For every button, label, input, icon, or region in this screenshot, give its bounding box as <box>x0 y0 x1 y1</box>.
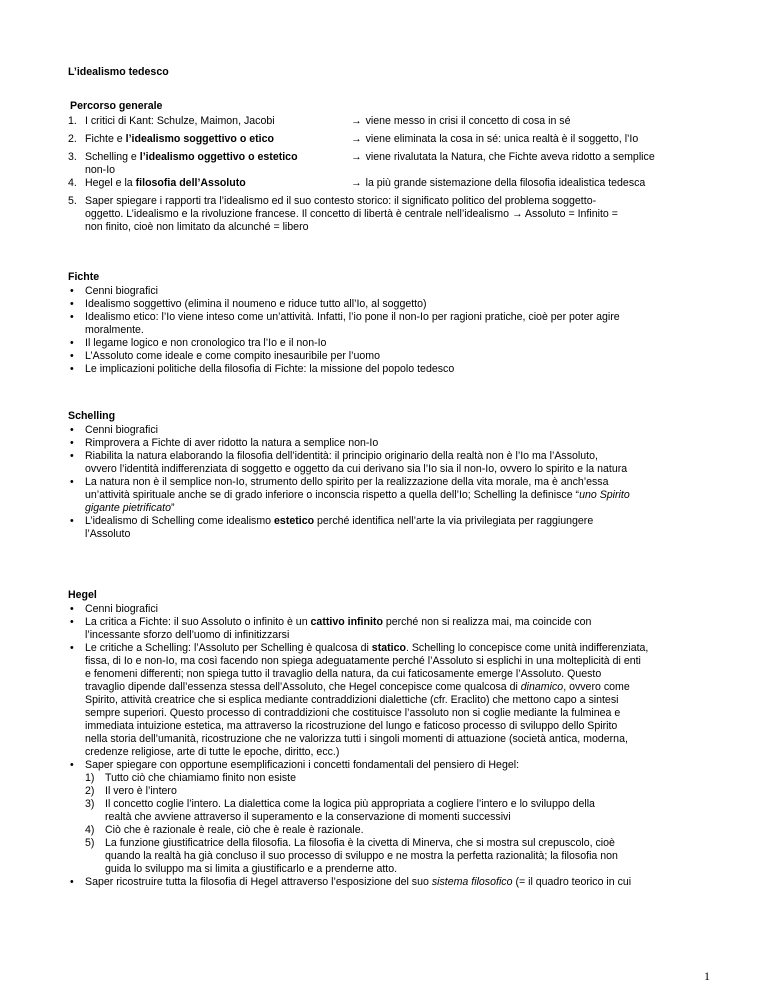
bullet-icon: • <box>70 642 74 654</box>
list-item: • Cenni biografici <box>70 424 159 436</box>
bullet-icon: • <box>70 450 74 462</box>
bullet-icon: • <box>70 476 74 488</box>
overview-item: 5. Saper spiegare i rapporti tra l’idealismo ed il suo contesto storico: il significato politico del problema soggetto- oggetto. L’idealismo e la rivoluzione francese. Il concetto di libertà è centrale nell’idealismo → Assoluto = Infinito = non finito, cioè non limitato da alcunché = libero <box>68 195 618 233</box>
list-item: • Cenni biografici <box>70 603 159 615</box>
list-item: • Idealismo etico: l’Io viene inteso come un’attività. Infatti, l’io pone il non-Io per ragioni pratiche, cioè per poter agire moralmente. <box>70 311 620 336</box>
list-item: • Il legame logico e non cronologico tra l’Io e il non-Io <box>70 337 327 349</box>
section-heading: Hegel <box>68 589 97 601</box>
list-item: • Le critiche a Schelling: l’Assoluto per Schelling è qualcosa di statico. Schelling lo concepisce come unità indifferenziata, fissa, di Io e non-Io, ma così facendo non spiega adeguatamente perché l’Assoluto si esplichi in una molteplicità di enti e fenomeni differenti; non spiega tutto il travaglio della natura, da cui faticosamente emerge l’Assoluto. Questo travaglio dipende dall’essenza stessa dell’Assoluto, che Hegel concepisce come qualcosa di dinamico, ovvero come Spirito, attività creatrice che si esplica mediante contraddizioni dialettiche (cfr. Eraclito) che mettono capo a sintesi sempre superiori. Questo processo di contraddizioni che costituisce l’assoluto non si coglie mediante la fulminea e immediata intuizione estetica, ma attraverso la ricostruzione del lungo e faticoso processo di sviluppo dello Spirito nella storia dell’umanità, ricostruzione che ne valorizza tutti i singoli momenti di attuazione (società antica, moderna, credenze religiose, arte di tutte le epoche, diritto, ecc.) <box>70 642 649 758</box>
bullet-icon: • <box>70 437 74 449</box>
bullet-icon: • <box>70 603 74 615</box>
list-item: • La natura non è il semplice non-Io, strumento dello spirito per la realizzazione della vita morale, ma è anch’essa un’attività spirituale anche se di grado inferiore o inconscia rispetto a quella dell’Io; Schelling la definisce “uno Spirito gigante pietrificato” <box>70 476 630 514</box>
list-item: • Idealismo soggettivo (elimina il noumeno e riduce tutto all’Io, al soggetto) <box>70 298 427 310</box>
bullet-icon: • <box>70 337 74 349</box>
numbered-item: 2) Il vero è l’intero <box>85 785 177 797</box>
overview-item: 4. Hegel e la filosofia dell’Assoluto → la più grande sistemazione della filosofia idealistica tedesca <box>68 177 646 189</box>
page-number: 1 <box>704 969 710 983</box>
bullet-icon: • <box>70 876 74 888</box>
list-item: • L’Assoluto come ideale e come compito inesauribile per l’uomo <box>70 350 381 362</box>
overview-heading: Percorso generale <box>70 100 163 112</box>
numbered-item: 5) La funzione giustificatrice della filosofia. La filosofia è la civetta di Minerva, che si mostra sul crepuscolo, cioè quando la realtà ha già concluso il suo processo di sviluppo e ne mostra la perfetta razionalità; la filosofia non guida lo sviluppo ma si limita a giustificarlo e a prenderne atto. <box>85 837 618 875</box>
section-heading: Schelling <box>68 410 116 422</box>
arrow-icon: → <box>351 177 362 189</box>
schelling-section <box>68 410 708 541</box>
arrow-icon: → <box>351 151 362 163</box>
section-heading: Fichte <box>68 271 100 283</box>
numbered-item: 4) Ciò che è razionale è reale, ciò che è reale è razionale. <box>85 824 364 836</box>
document-title: L’idealismo tedesco <box>68 66 169 78</box>
arrow-icon: → <box>351 115 362 127</box>
fichte-section <box>68 271 708 376</box>
bullet-icon: • <box>70 616 74 628</box>
arrow-icon: → <box>511 208 523 220</box>
overview-item: 3. Schelling e l’idealismo oggettivo o estetico non-Io → viene rivalutata la Natura, che Fichte aveva ridotto a semplice <box>68 151 655 176</box>
list-item: • Saper spiegare con opportune esemplificazioni i concetti fondamentali del pensiero di Hegel: <box>70 759 520 771</box>
bullet-icon: • <box>70 759 74 771</box>
hegel-section <box>68 589 708 889</box>
list-item: • Saper ricostruire tutta la filosofia di Hegel attraverso l’esposizione del suo sistema filosofico (= il quadro teorico in cui <box>70 876 632 888</box>
numbered-item: 3) Il concetto coglie l’intero. La dialettica come la logica più appropriata a cogliere l’intero e lo sviluppo della realtà che avviene attraverso il superamento e la conservazione di momenti successivi <box>85 798 595 823</box>
bullet-icon: • <box>70 363 74 375</box>
list-item: • Rimprovera a Fichte di aver ridotto la natura a semplice non-Io <box>70 437 379 449</box>
overview-item: 2. Fichte e l’idealismo soggettivo o etico → viene eliminata la cosa in sé: unica realtà è il soggetto, l’Io <box>68 133 639 145</box>
overview-item: 1. I critici di Kant: Schulze, Maimon, Jacobi → viene messo in crisi il concetto di cosa in sé <box>68 115 571 127</box>
numbered-item: 1) Tutto ciò che chiamiamo finito non esiste <box>85 772 296 784</box>
bullet-icon: • <box>70 311 74 323</box>
bullet-icon: • <box>70 350 74 362</box>
arrow-icon: → <box>351 133 362 145</box>
bullet-icon: • <box>70 298 74 310</box>
overview-list <box>68 115 708 235</box>
list-item: • La critica a Fichte: il suo Assoluto o infinito è un cattivo infinito perché non si realizza mai, ma coincide con l’incessante sforzo dell’uomo di infinitizzarsi <box>70 616 592 641</box>
list-item: • Cenni biografici <box>70 285 159 297</box>
list-item: • L’idealismo di Schelling come idealismo estetico perché identifica nell’arte la via privilegiata per raggiungere l’Assoluto <box>70 515 594 540</box>
bullet-icon: • <box>70 424 74 436</box>
list-item: • Le implicazioni politiche della filosofia di Fichte: la missione del popolo tedesco <box>70 363 455 375</box>
list-item: • Riabilita la natura elaborando la filosofia dell’identità: il principio originario della realtà non è l’Io ma l’Assoluto, ovvero l’identità indifferenziata di soggetto e oggetto da cui derivano sia l’Io sia il non-Io, ovvero lo spirito e la natura <box>70 450 628 475</box>
bullet-icon: • <box>70 515 74 527</box>
bullet-icon: • <box>70 285 74 297</box>
